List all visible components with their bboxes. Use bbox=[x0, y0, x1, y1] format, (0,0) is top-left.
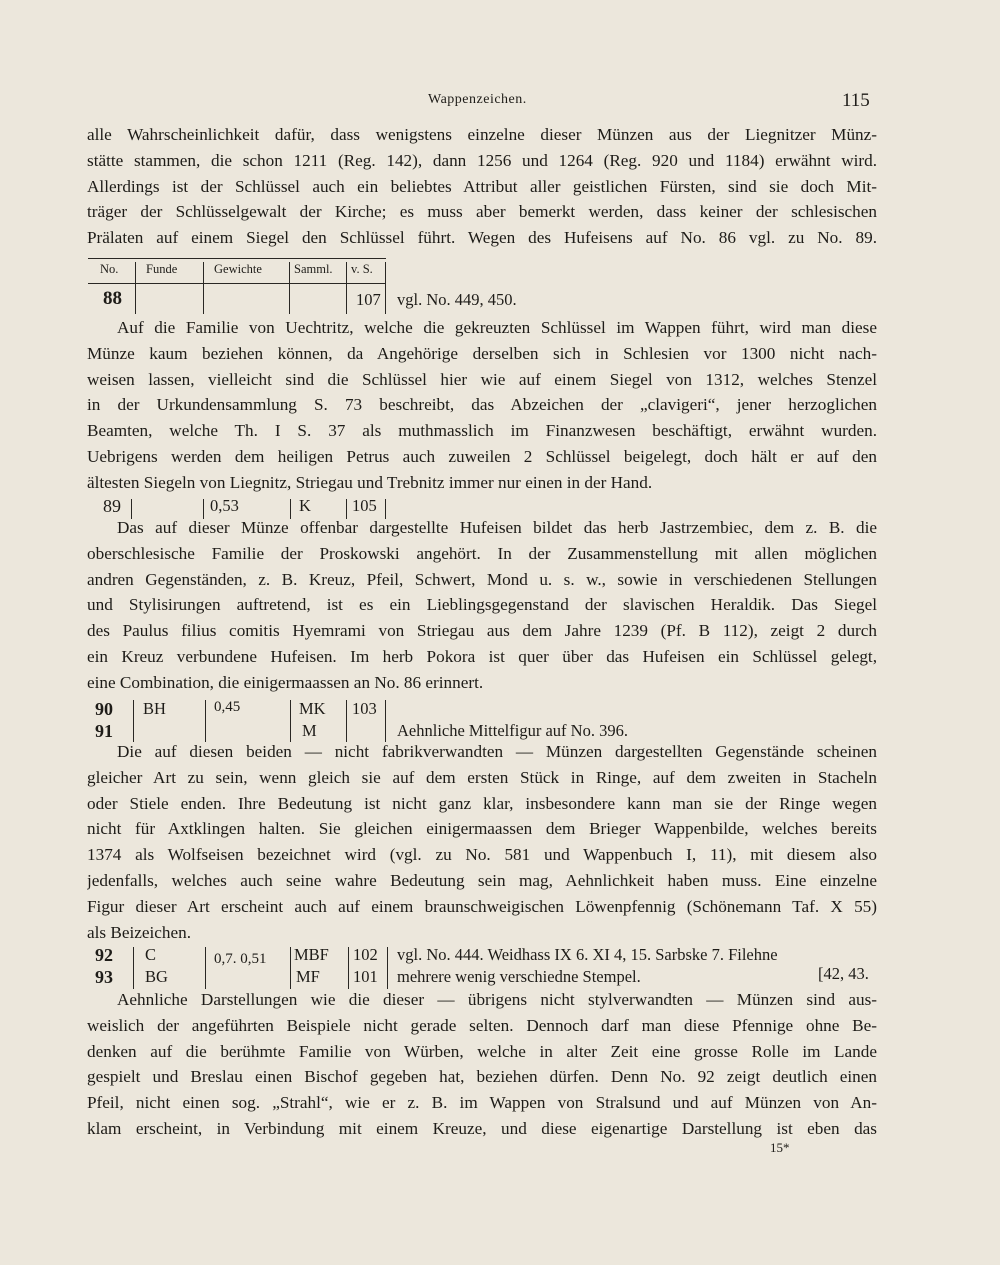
entry-gewichte: 0,53 bbox=[210, 496, 239, 515]
entry-90 bbox=[0, 699, 1000, 723]
text-line: denken auf die berühmte Familie von Würben, welche in alter Zeit eine grosse Rolle im Lande bbox=[87, 1041, 877, 1061]
column-rule bbox=[289, 262, 290, 314]
column-rule bbox=[133, 700, 134, 742]
text-line: weisen lassen, vielleicht sind die Schlüssel hier wie auf einem Siegel von 1312, welches Stenzel bbox=[87, 369, 877, 389]
text-line: Prälaten auf einem Siegel den Schlüssel führt. Wegen des Hufeisens auf No. 86 vgl. zu No. 89. bbox=[87, 228, 877, 248]
column-rule bbox=[205, 947, 206, 989]
text-line: stätte stammen, die schon 1211 (Reg. 142), dann 1256 und 1264 (Reg. 920 und 1184) erwähnt wird. bbox=[87, 150, 877, 170]
text-line: jedenfalls, welches auch seine wahre Bedeutung sein mag, Aehnlichkeit haben muss. Eine einzelne bbox=[87, 870, 877, 890]
text-line: Figur dieser Art erscheint auch auf einem braunschweigischen Löwenpfennig (Schönemann Taf. X 55) bbox=[87, 896, 877, 916]
entry-samml: K bbox=[299, 496, 311, 515]
text-line: eine Combination, die einigermaassen an No. 86 erinnert. bbox=[87, 672, 484, 692]
text-line: gespielt und Breslau einen Bischof gegeben hat, beziehen dürfen. Denn No. 92 zeigt deutlich einen bbox=[87, 1067, 877, 1087]
entry-note: vgl. No. 444. Weidhass IX 6. XI 4, 15. Sarbske 7. Filehne bbox=[397, 945, 778, 964]
text-line: Das auf dieser Münze offenbar dargestellte Hufeisen bildet das herb Jastrzembiec, dem z. B. die bbox=[117, 518, 877, 537]
entry-number: 90 bbox=[95, 699, 113, 719]
column-rule bbox=[346, 700, 347, 742]
column-rule bbox=[205, 700, 206, 742]
entry-gewichte: 0,45 bbox=[214, 699, 241, 715]
text-line: des Paulus filius comitis Hyemrami von Striegau aus dem Jahre 1239 (Pf. B 112), zeigt 2 durch bbox=[87, 621, 877, 641]
text-line: Allerdings ist der Schlüssel auch ein beliebtes Attribut aller geistlichen Fürsten, sind sie doch Mit- bbox=[87, 176, 877, 196]
col-header-gewichte: Gewichte bbox=[214, 262, 262, 276]
entry-vs: 105 bbox=[352, 496, 377, 515]
text-line: ein Kreuz verbundene Hufeisen. Im herb Pokora ist quer über das Hufeisen ein Schlüssel gelegt, bbox=[87, 646, 877, 666]
text-line: weislich der angeführten Beispiele nicht gerade selten. Dennoch darf man diese Pfennige ohne Be- bbox=[87, 1015, 877, 1035]
col-header-no: No. bbox=[100, 262, 119, 276]
text-line: oberschlesische Familie der Proskowski angehört. In der Zusammenstellung mit allen möglichen bbox=[87, 543, 877, 563]
column-rule bbox=[290, 947, 291, 989]
text-line: nicht für Axtklingen halten. Sie gleichen einigermaassen dem Brieger Wappenbilde, welches bereits bbox=[87, 819, 877, 839]
text-line: 1374 als Wolfseisen bezeichnet wird (vgl. zu No. 581 und Wappenbuch I, 11), mit diesem also bbox=[87, 845, 877, 865]
text-line: Aehnliche Darstellungen wie die dieser — übrigens nicht stylverwandten — Münzen sind aus- bbox=[117, 990, 877, 1009]
table-header bbox=[0, 259, 1000, 283]
entry-number: 92 bbox=[95, 945, 113, 965]
text-line: oder Stiele enden. Ihre Bedeutung ist nicht ganz klar, insbesondere kann man sie der Ringe wegen bbox=[87, 793, 877, 813]
column-rule bbox=[387, 947, 388, 989]
col-header-funde: Funde bbox=[146, 262, 178, 276]
entry-note: vgl. No. 449, 450. bbox=[397, 290, 517, 309]
text-line: Pfeil, nicht einen sog. „Strahl“, wie er z. B. im Wappen von Stralsund und auf Münzen von An- bbox=[87, 1093, 877, 1113]
signature-mark: 15* bbox=[770, 1140, 790, 1155]
table-header-rule bbox=[88, 283, 386, 284]
col-header-vs: v. S. bbox=[351, 262, 373, 276]
entry-funde: BH bbox=[143, 699, 166, 718]
text-line: in der Urkundensammlung S. 73 beschreibt, das Abzeichen der „clavigeri“, jener herzoglichen bbox=[87, 395, 877, 415]
text-line: alle Wahrscheinlichkeit dafür, dass wenigstens einzelne dieser Münzen aus der Liegnitzer Münz- bbox=[87, 125, 877, 144]
entry-samml: MBF bbox=[294, 945, 329, 964]
entry-88 bbox=[0, 290, 1000, 314]
text-line: Auf die Familie von Uechtritz, welche die gekreuzten Schlüssel im Wappen führt, wird man diese bbox=[117, 318, 877, 337]
text-line: Münze kaum beziehen können, da Angehörige derselben sich in Schlesien vor 1300 nicht nach- bbox=[87, 343, 877, 363]
entry-samml: MK bbox=[299, 699, 326, 718]
paragraph-3 bbox=[87, 515, 877, 696]
entry-note: Aehnliche Mittelfigur auf No. 396. bbox=[397, 721, 628, 740]
text-line: Uebrigens werden dem heiligen Petrus auch zuweilen 2 Schlüssel beigelegt, doch hält er auf den bbox=[87, 446, 877, 466]
entry-number: 91 bbox=[95, 721, 113, 741]
entry-samml: M bbox=[302, 721, 317, 740]
entry-number: 93 bbox=[95, 967, 113, 987]
entry-samml: MF bbox=[296, 967, 320, 986]
entry-vs: 103 bbox=[352, 699, 377, 718]
page-header bbox=[0, 92, 1000, 116]
entry-funde: C bbox=[145, 945, 157, 964]
column-rule bbox=[385, 262, 386, 314]
entry-gewichte: 0,7. 0,51 bbox=[214, 951, 267, 967]
entry-note: mehrere wenig verschiedne Stempel. bbox=[397, 967, 641, 986]
entry-funde: BG bbox=[145, 967, 168, 986]
column-rule bbox=[385, 700, 386, 742]
text-line: ältesten Siegeln von Liegnitz, Striegau und Trebnitz immer nur einen in der Hand. bbox=[87, 472, 653, 492]
paragraph-5 bbox=[87, 987, 877, 1142]
paragraph-4 bbox=[87, 739, 877, 945]
page-number: 115 bbox=[842, 90, 870, 111]
entry-number: 88 bbox=[103, 288, 122, 309]
entry-vs: 107 bbox=[356, 290, 381, 309]
column-rule bbox=[203, 262, 204, 314]
paragraph-2 bbox=[87, 315, 877, 496]
entry-vs: 102 bbox=[353, 945, 378, 964]
column-rule bbox=[135, 262, 136, 314]
text-line: gleicher Art zu sein, wenn gleich sie auf dem ersten Stück in Ringe, auf dem zweiten in Stacheln bbox=[87, 767, 877, 787]
text-line: andren Gegenständen, z. B. Kreuz, Pfeil, Schwert, Mond u. s. w., sowie in verschiedenen Stellungen bbox=[87, 569, 877, 589]
paragraph-1 bbox=[87, 122, 877, 251]
text-line: Die auf diesen beiden — nicht fabrikverwandten — Münzen dargestellten Gegenstände scheinen bbox=[117, 742, 877, 761]
running-title: Wappenzeichen. bbox=[428, 92, 527, 107]
column-rule bbox=[346, 262, 347, 314]
column-rule bbox=[290, 700, 291, 742]
text-line: und Stylisirungen auftretend, ist es ein Lieblingsgegenstand der slavischen Heraldik. Das Siegel bbox=[87, 595, 877, 615]
column-rule bbox=[133, 947, 134, 989]
text-line: als Beizeichen. bbox=[87, 922, 192, 942]
entry-vs: 101 bbox=[353, 967, 378, 986]
entry-note-continuation: [42, 43. bbox=[818, 964, 869, 983]
entry-number: 89 bbox=[103, 496, 121, 516]
column-rule bbox=[348, 947, 349, 989]
text-line: Beamten, welche Th. I S. 37 als muthmasslich im Finanzwesen beschäftigt, erwähnt wurden. bbox=[87, 421, 877, 441]
text-line: klam erscheint, in Verbindung mit einem Kreuze, und diese eigenartige Darstellung ist eben das bbox=[87, 1118, 877, 1138]
text-line: träger der Schlüsselgewalt der Kirche; es muss aber bemerkt werden, dass keiner der schlesischen bbox=[87, 202, 877, 222]
col-header-samml: Samml. bbox=[294, 262, 333, 276]
